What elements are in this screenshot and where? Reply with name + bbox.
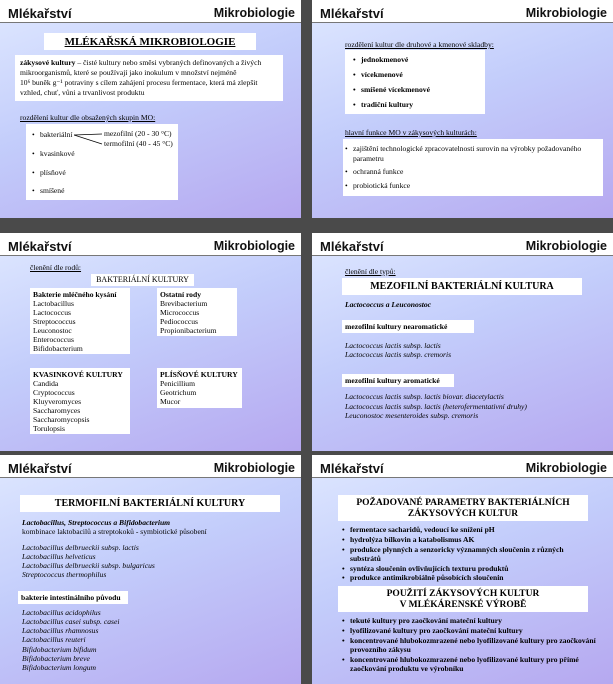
species: Lactobacillus casei subsp. casei — [22, 617, 120, 626]
definition-line: mikroorganismů, které se používají jako inokulum v množství nejméně — [20, 68, 237, 77]
slide-1 — [0, 0, 301, 218]
header-left: Mlékařství — [320, 461, 384, 476]
header-right: Mikrobiologie — [525, 239, 607, 253]
list-item: • kvasinkové — [32, 149, 75, 159]
definition-line: vzhled, chuť, vůni a trvanlivost produktu — [20, 88, 145, 97]
group-title: PLÍSŇOVÉ KULTURY — [160, 370, 238, 379]
species: Lactococcus lactis subsp. lactis (heterofermentativní druhy) — [345, 402, 527, 411]
slide-title: POŽADOVANÉ PARAMETRY BAKTERIÁLNÍCH — [356, 498, 570, 508]
branch-lines — [74, 131, 104, 147]
genus: Lactococcus — [33, 308, 71, 317]
group-title: Bakterie mléčného kysání — [33, 290, 117, 299]
genus: Torulopsis — [33, 424, 65, 433]
group-title: Ostatní rody — [160, 290, 201, 299]
species: Bifidobacterium longum — [22, 663, 97, 672]
list-item: • koncentrované hlubokozmrazené nebo lyofilizované kultury pro přímé — [342, 655, 579, 665]
group-title: KVASINKOVÉ KULTURY — [33, 370, 123, 379]
box-title: BAKTERIÁLNÍ KULTURY — [91, 274, 194, 286]
genus: Leuconostoc — [33, 326, 72, 335]
description: kombinace laktobacilů a streptokoků - symbiotické působení — [22, 527, 207, 536]
list-item-cont: substrátů — [350, 554, 381, 563]
genus: Kluyveromyces — [33, 397, 82, 406]
header-divider — [312, 477, 613, 478]
genus: Micrococcus — [160, 308, 200, 317]
list-item: • produkce antimikrobiálně působících sloučenin — [342, 573, 504, 583]
sub-item: mezofilní (20 - 30 °C) — [104, 129, 172, 138]
species: Lactobacillus delbrueckii subsp. lactis — [22, 543, 139, 552]
slide-3 — [0, 233, 301, 451]
genus: Brevibacterium — [160, 299, 208, 308]
definition-box — [15, 55, 283, 101]
genus: Candida — [33, 379, 59, 388]
list-item: • bakteriální — [32, 130, 72, 140]
slide-header — [0, 455, 301, 477]
list-item: • smíšené vícekmenové — [353, 85, 430, 95]
header-right: Mikrobiologie — [525, 461, 607, 475]
list-item: • hydrolýza bílkovin a katabolismus AK — [342, 535, 474, 545]
genus: Enterococcus — [33, 335, 74, 344]
genus: Pediococcus — [160, 317, 198, 326]
other-box — [157, 288, 237, 336]
list-item-cont: zaočkování produktu ve výrobníku — [350, 664, 464, 673]
yeast-box — [30, 368, 130, 434]
sub-box — [18, 591, 128, 604]
title-box — [338, 586, 588, 612]
header-right: Mikrobiologie — [213, 6, 295, 20]
slide-6 — [312, 455, 613, 684]
sub-box — [342, 320, 474, 333]
species: Bifidobacterium bifidum — [22, 645, 97, 654]
slide-header — [312, 233, 613, 255]
genus: Geotrichum — [160, 388, 197, 397]
sub-heading: mezofilní kultury aromatické — [345, 376, 440, 385]
genus: Cryptococcus — [33, 388, 75, 397]
section-heading: členění dle typů: — [345, 267, 396, 276]
species: Lactobacillus helveticus — [22, 552, 96, 561]
species: Leuconostoc mesenteroides subsp. cremoris — [345, 411, 479, 420]
section-heading: rozdělení kultur dle obsažených skupin MO: — [20, 113, 156, 122]
slide-title: ZÁKYSOVÝCH KULTUR — [407, 509, 519, 519]
header-left: Mlékařství — [320, 6, 384, 21]
slide-4 — [312, 233, 613, 451]
genus: Saccharomyces — [33, 406, 81, 415]
header-divider — [0, 255, 301, 256]
genus: Mucor — [160, 397, 181, 406]
list-item: • syntéza sloučenin ovlivňujících texturu produktů — [342, 564, 509, 574]
section-heading: hlavní funkce MO v zákysových kulturách: — [345, 128, 477, 137]
list-item-cont: parametru — [353, 154, 384, 163]
list-item: • vícekmenové — [353, 70, 403, 80]
header-divider — [0, 477, 301, 478]
sub-heading: mezofilní kultury nearomatické — [345, 322, 448, 331]
list-item: • jednokmenové — [353, 55, 408, 65]
list-item: • zajištění technologické zpracovatelnosti surovin na výrobky požadovaného — [345, 144, 581, 154]
slide-header — [0, 233, 301, 255]
genus: Propionibacterium — [160, 326, 217, 335]
list-item: • plísňové — [32, 168, 66, 178]
genus: Bifidobacterium — [33, 344, 83, 353]
list-item: • koncentrované hlubokozmrazené nebo lyofilizované kultury pro zaočkování — [342, 636, 596, 646]
species: Lactobacillus delbrueckii subsp. bulgaricus — [22, 561, 155, 570]
header-right: Mikrobiologie — [213, 461, 295, 475]
genera-line: Lactobacillus, Streptococcus a Bifidobacterium — [22, 518, 171, 527]
list-box — [343, 139, 603, 196]
species: Lactococcus lactis subsp. cremoris — [345, 350, 452, 359]
header-right: Mikrobiologie — [525, 6, 607, 20]
header-left: Mlékařství — [8, 239, 72, 254]
header-left: Mlékařství — [320, 239, 384, 254]
definition-line: – čisté kultury nebo směsi vybraných definovaných a živých — [77, 58, 262, 67]
genus: Lactobacillus — [33, 299, 74, 308]
slide-header — [0, 0, 301, 22]
list-item: • probiotická funkce — [345, 181, 410, 191]
species: Lactobacillus acidophilus — [22, 608, 101, 617]
list-item: • fermentace sacharidů, vedoucí ke snížení pH — [342, 525, 495, 535]
list-item: • tekuté kultury pro zaočkování mateční kultury — [342, 616, 502, 626]
species: Lactococcus lactis subsp. lactis biovar. diacetylactis — [345, 392, 504, 401]
definition-term: zákysové kultury — [20, 58, 76, 67]
slide-title: V MLÉKÁRENSKÉ VÝROBĚ — [399, 600, 527, 610]
list-box — [345, 50, 485, 114]
title-box — [338, 495, 588, 521]
slide-header — [312, 455, 613, 477]
sub-item: termofilní (40 - 45 °C) — [104, 139, 173, 148]
header-divider — [312, 22, 613, 23]
slide-header — [312, 0, 613, 22]
section-heading: členění dle rodů: — [30, 263, 82, 272]
list-item: • lyofilizované kultury pro zaočkování mateční kultury — [342, 626, 523, 636]
species: Lactobacillus rhamnosus — [22, 626, 99, 635]
slide-2 — [312, 0, 613, 218]
species: Bifidobacterium breve — [22, 654, 90, 663]
species: Lactobacillus reuteri — [22, 635, 86, 644]
list-item: • smíšené — [32, 186, 64, 196]
section-heading: rozdělení kultur dle druhové a kmenové skladby: — [345, 40, 494, 49]
list-item-cont: provozního zákysu — [350, 645, 411, 654]
header-divider — [312, 255, 613, 256]
genus: Penicillium — [160, 379, 196, 388]
mold-box — [157, 368, 242, 408]
genus: Saccharomycopsis — [33, 415, 90, 424]
sub-box — [342, 374, 454, 387]
header-right: Mikrobiologie — [213, 239, 295, 253]
sub-heading: bakterie intestinálního původu — [21, 593, 121, 602]
list-item: • tradiční kultury — [353, 100, 413, 110]
slide-title: MEZOFILNÍ BAKTERIÁLNÍ KULTURA — [342, 278, 582, 295]
list-item: • ochranná funkce — [345, 167, 403, 177]
genera-line: Lactococcus a Leuconostoc — [345, 300, 432, 309]
header-left: Mlékařství — [8, 6, 72, 21]
genus: Streptococcus — [33, 317, 76, 326]
lab-box — [30, 288, 130, 354]
definition-line: 10⁶ buněk g⁻¹ potraviny s cílem zahájení procesu fermentace, která má zlepšit — [20, 78, 258, 87]
slide-title: POUŽITÍ ZÁKYSOVÝCH KULTUR — [386, 589, 540, 599]
slide-5 — [0, 455, 301, 684]
header-left: Mlékařství — [8, 461, 72, 476]
header-divider — [0, 22, 301, 23]
slide-title: MLÉKAŘSKÁ MIKROBIOLOGIE — [44, 33, 256, 50]
species: Streptococcus thermophilus — [22, 570, 107, 579]
list-item: • produkce plynných a senzoricky významných sloučenin z různých — [342, 545, 564, 555]
slide-title: TERMOFILNÍ BAKTERIÁLNÍ KULTURY — [20, 495, 280, 512]
species: Lactococcus lactis subsp. lactis — [345, 341, 441, 350]
